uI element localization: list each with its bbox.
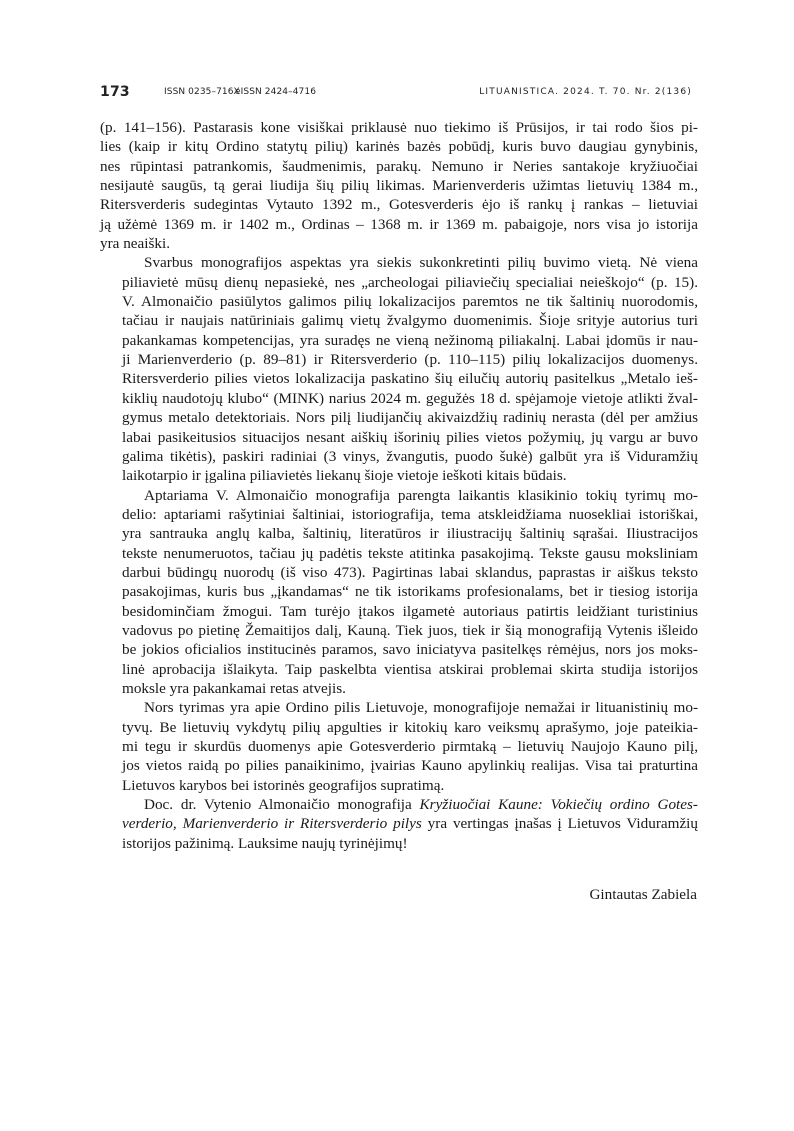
text-line: V. Almonaičio pasiūlytos galimos pilių lokalizacijos paremtos ne tik šaltinių nuorodomis,: [122, 293, 698, 311]
text-line: jos vietos raidą po pilies panaikinimo, įvairias Kauno apylinkių realijas. Visa tai praturtina: [122, 757, 698, 775]
paragraph: [100, 486, 698, 699]
text-line: Ritersverderis sudegintas Vytauto 1392 m., Gotesverderis ėjo iš rankų į rankas – lietuviai: [100, 196, 698, 214]
text-line: be jokios oficialios institucinės paramos, savo iniciatyva pasitelkęs rėmėjus, nors jos moks-: [122, 641, 698, 659]
author-signature: Gintautas Zabiela: [589, 886, 697, 903]
text-line: gymus metalo detektoriais. Nors pilį liudijančių akivaizdžių radinių nerasta (dėl per amžius: [122, 409, 698, 427]
text-line: linė aprobacija išlaikyta. Taip paskelbta vientisa atskirai problemai skirta studija istorijos: [122, 660, 698, 678]
page-number: 173: [100, 84, 130, 100]
text-run: yra vertingas įnašas į Lietuvos Viduramžių: [421, 815, 698, 833]
text-line: mi tegu ir skurdūs duomenys apie Gotesverderio pirmtaką – lietuvių Naujojo Kauno pilį,: [122, 738, 698, 755]
text-line: [100, 834, 698, 853]
text-line: nesijautė saugūs, tą gerai liudija šių pilių likimas. Marienverderis užimtas lietuvių 1384 m.,: [100, 177, 698, 195]
paragraph: [100, 253, 698, 485]
text-line: tekste nenumeruotos, tačiau jų padėtis tekste atitinka pasakojimą. Tekste gausu moksliniam: [122, 544, 698, 562]
text-line: delio: aptariami rašytiniai šaltiniai, istoriografija, tema atskleidžiama nuosekliai istoriškai,: [122, 505, 698, 523]
text-line: ją užėmė 1369 m. ir 1402 m., Ordinas – 1368 m. ir 1369 m. pabaigoje, nors visa jo istorija: [100, 215, 698, 233]
text-line: Ritersverderio pilies vietos lokalizacija paskatino šių eilučių autorių pasitelkus „Metalo ieš-: [122, 370, 698, 388]
text-line: Lietuvos karybos bei istorinės geografijos supratimą.: [122, 776, 445, 794]
text-line: [100, 795, 698, 814]
text-line: nes rūpintasi patrankomis, šaudmenimis, parakų. Nemuno ir Neries santakoje kryžiuočiai: [100, 157, 698, 175]
text-line: piliavietė mūsų dienų nepasiekė, nes „archeologai piliaviečių specialiai neieškojo“ (p. 15).: [122, 273, 698, 291]
journal-title: LITUANISTICA. 2024. T. 70. Nr. 2(136): [479, 87, 692, 97]
text-line: labai pasikeitusios situacijos nesant aiškių išorinių pilies vietos požymių, jų vargu ar buvo: [122, 428, 698, 446]
text-line: vadovus po pietinę Žemaitijos dalį, Kauną. Tiek juos, tiek ir šią monografiją Vytenis išleido: [122, 621, 698, 639]
text-line: Aptariama V. Almonaičio monografija parengta laikantis klasikinio tokių tyrimų mo-: [144, 486, 698, 504]
text-line: yra santrauka anglų kalba, šaltinių, literatūros ir iliustracijų šaltinių sąrašai. Iliustracijos: [122, 525, 698, 543]
text-line: yra neaiški.: [100, 235, 171, 253]
text-line: (p. 141–156). Pastarasis kone visiškai priklausė nuo tiekimo iš Prūsijos, ir tai rodo šios pi-: [100, 119, 698, 136]
text-line: Nors tyrimas yra apie Ordino pilis Lietuvoje, monografijoje nemažai ir lituanistinių mo-: [144, 699, 698, 717]
paragraph: [100, 795, 698, 853]
text-line: tyvų. Be lietuvių vykdytų pilių apgulties ir kitokių karo veiksmų aprašymo, joje pateikia-: [122, 718, 698, 736]
eissn: eISSN 2424–4716: [235, 87, 317, 97]
paragraph: [100, 698, 698, 795]
book-title: verderio, Marienverderio ir Ritersverderio pilys: [122, 815, 422, 833]
text-line: [100, 814, 698, 833]
text-line: moksle yra pakankamai retas atvejis.: [122, 679, 346, 697]
running-header: [100, 84, 695, 102]
text-line: laikotarpio ir įgalina piliavietės liekanų šioje vietoje ieškoti kitais būdais.: [122, 467, 567, 485]
text-line: darbui būdingų nuorodų (iš viso 473). Pagirtinas labai sklandus, paprastas ir aiškus teksto: [122, 563, 698, 581]
text-line: pasakojimas, kuris bus „įkandamas“ ne tik istorikams profesionalams, bet ir tiesiog istorija: [122, 583, 698, 601]
text-line: lies (kaip ir kitų Ordino statytų pilių) karinės bazės pobūdį, kuris buvo daugiau gynybinis,: [100, 138, 698, 156]
text-line: kiklių naudotojų klubo“ (MINK) narius 2024 m. gegužės 18 d. spėjamoje vietoje atlikti žval-: [122, 389, 698, 407]
text-run: Doc. dr. Vytenio Almonaičio monografija: [144, 796, 420, 814]
text-run: istorijos pažinimą. Lauksime naujų tyrinėjimų!: [122, 834, 408, 852]
text-line: pakankamas kompetencijas, yra suradęs ne vieną nežinomą piliakalnį. Labai įdomūs ir nau-: [122, 331, 698, 349]
text-line: tačiau ir naujais natūriniais galimų vietų žvalgymo duomenimis. Šioje srityje autorius turi: [122, 312, 698, 330]
article-body: [100, 118, 698, 853]
text-line: besidominčiam žmogui. Tam turėjo įtakos ilgametė autoriaus patirtis leidžiant turistinius: [122, 602, 698, 620]
text-line: Svarbus monografijos aspektas yra siekis sukonkretinti pilių buvimo vietą. Nė viena: [144, 254, 698, 272]
text-line: galima tikėtis), paskiri radiniai (3 vinys, žvangutis, puodo šukė) galbūt yra iš Viduramžių: [122, 447, 698, 465]
book-title: Kryžiuočiai Kaune: Vokiečių ordino Gotes-: [419, 796, 698, 814]
paragraph: [100, 118, 698, 253]
issn: ISSN 0235–716X: [164, 87, 240, 97]
text-line: ji Marienverderio (p. 89–81) ir Ritersverderio (p. 110–115) pilių lokalizacijos duomenys.: [122, 351, 698, 369]
